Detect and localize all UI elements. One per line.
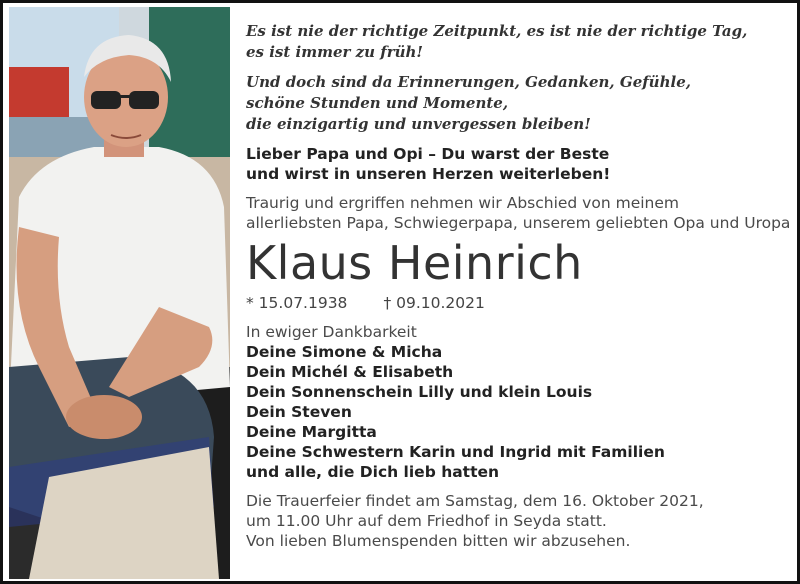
mourner-item: Deine Margitta — [246, 423, 377, 441]
mourner-item: Dein Michél & Elisabeth — [246, 363, 454, 381]
mourner-item: Dein Sonnenschein Lilly und klein Louis — [246, 383, 593, 401]
quote-line-1: Es ist nie der richtige Zeitpunkt, es ist nie der richtige Tag, — [246, 22, 748, 40]
quote-line-2: es ist immer zu früh! — [246, 43, 424, 61]
portrait-photo — [9, 7, 230, 579]
intro: Traurig und ergriffen nehmen wir Abschied von meinem allerliebsten Papa, Schwiegerpapa, unserem geliebten Opa und Uropa — [246, 194, 791, 232]
mourner-item: Deine Schwestern Karin und Ingrid mit Familien — [246, 443, 665, 461]
quote-poem: Und doch sind da Erinnerungen, Gedanken, Gefühle, schöne Stunden und Momente, die einzigartig und unvergessen bleiben! — [246, 73, 691, 133]
birth-date: * 15.07.1938 — [246, 294, 348, 312]
mourner-item: Deine Simone & Micha — [246, 343, 443, 361]
death-date: † 09.10.2021 — [383, 294, 485, 312]
obituary-text — [246, 21, 791, 551]
life-dates — [246, 293, 791, 313]
funeral-info: Die Trauerfeier findet am Samstag, dem 16. Oktober 2021, um 11.00 Uhr auf dem Friedhof in Seyda statt. Von lieben Blumenspenden bitten wir abzusehen. — [246, 492, 704, 550]
deceased-name: Klaus Heinrich — [246, 236, 583, 290]
mourners-heading: In ewiger Dankbarkeit — [246, 323, 417, 341]
mourners-list — [246, 342, 791, 482]
tribute: Lieber Papa und Opi – Du warst der Beste und wirst in unseren Herzen weiterleben! — [246, 145, 611, 183]
mourner-item: und alle, die Dich lieb hatten — [246, 463, 500, 481]
mourner-item: Dein Steven — [246, 403, 352, 421]
